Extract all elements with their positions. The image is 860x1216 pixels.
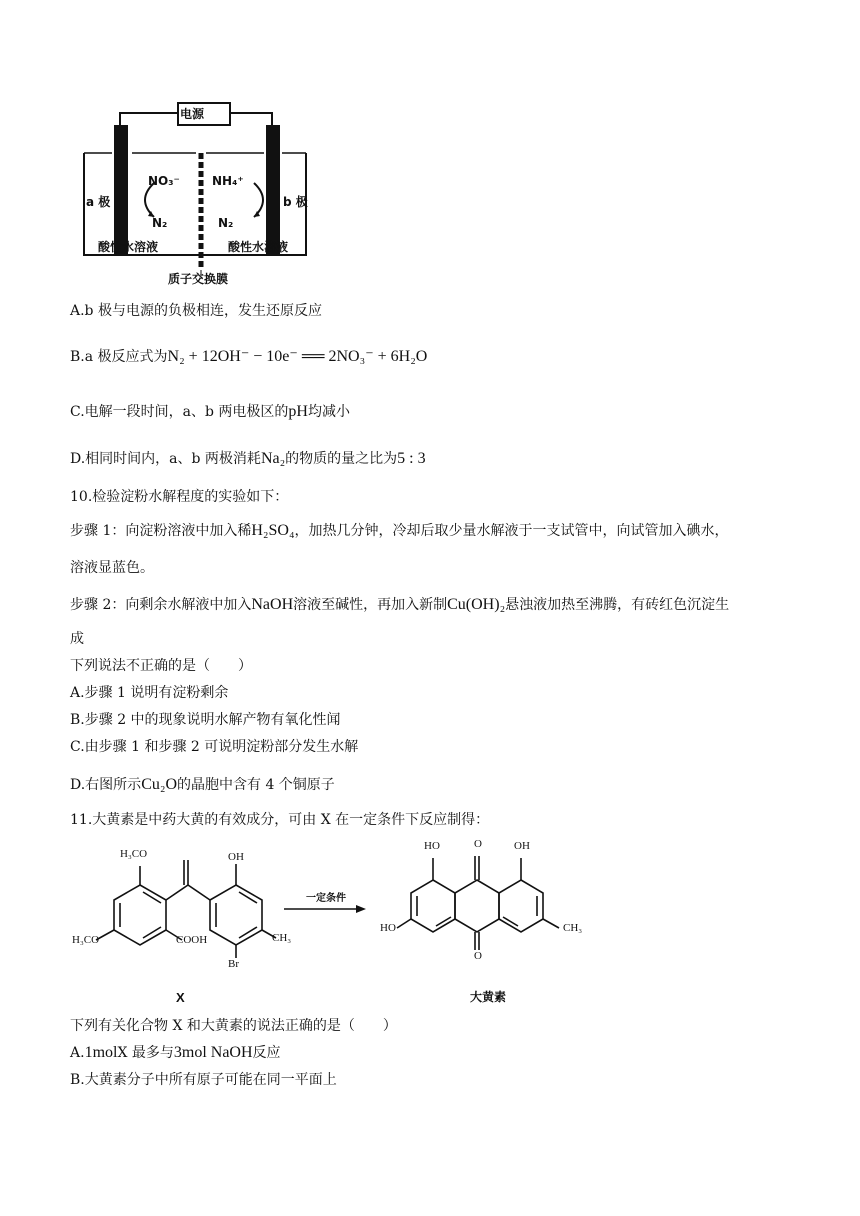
electrode-a-label: a 极 <box>86 195 111 209</box>
q10-stem: 10.检验淀粉水解程度的实验如下： <box>70 489 289 505</box>
electrode-b <box>266 125 280 255</box>
q10-step1-b: ，加热几分钟，冷却后取少量水解液于一支试管中，向试管加入碘水， <box>294 523 729 539</box>
q10-option-b: B.步骤 2 中的现象说明水解产物有氧化性闻 <box>70 712 341 728</box>
electrode-a <box>114 125 128 255</box>
q9-option-a-text: A.b 极与电源的负极相连，发生还原反应 <box>70 303 322 319</box>
membrane-label: 质子交换膜 <box>168 272 229 286</box>
q10-step1-line1 <box>70 521 729 541</box>
q10-step2-b: 溶液至碱性，再加入新制 <box>293 597 448 613</box>
right-species-bottom: N₂ <box>218 216 234 230</box>
q10-step2-base: NaOH <box>251 596 294 613</box>
q9-option-b-formula: N₂ + 12OH⁻ − 10e⁻ ══ 2NO₃⁻ + 6H₂O <box>167 348 428 365</box>
compound-x-structure <box>70 840 310 1010</box>
right-species-top: NH₄⁺ <box>212 174 244 188</box>
q10-step1-acid: H₂SO₄ <box>251 522 295 539</box>
q10-step2-c: 悬浊液加热至沸腾，有砖红色沉淀生 <box>505 597 730 613</box>
left-species-bottom: N₂ <box>152 216 168 230</box>
q10-option-d-prefix: D.右图所示 <box>70 777 142 793</box>
q9-option-d-suffix: 的物质的量之比为 <box>285 451 398 467</box>
x-hydroxyl: OH <box>228 851 244 863</box>
q10-option-a: A.步骤 1 说明有淀粉剩余 <box>70 685 229 701</box>
power-label: 电源 <box>180 107 205 121</box>
electrode-b-label: b 极 <box>283 195 308 209</box>
q10-step2-line2: 成 <box>70 631 84 647</box>
q10-step2-a: 步骤 2：向剩余水解液中加入 <box>70 597 252 613</box>
q10-step2-reagent: Cu(OH)₂ <box>447 596 506 613</box>
x-carboxyl: COOH <box>176 934 208 946</box>
q9-option-d-prefix: D.相同时间内，a、b 两极消耗 <box>70 451 261 467</box>
q11-question: 下列有关化合物 X 和大黄素的说法正确的是（ ） <box>70 1018 397 1034</box>
q11-option-a-mid: X 最多与 <box>117 1045 174 1061</box>
q11-option-a-prefix: A. <box>70 1045 85 1061</box>
left-solution-label: 酸性水溶液 <box>98 240 159 254</box>
q10-option-c: C.由步骤 1 和步骤 2 可说明淀粉部分发生水解 <box>70 739 359 755</box>
q10-option-d-suffix: 的晶胞中含有 4 个铜原子 <box>177 777 335 793</box>
emodin-oh-top-right: OH <box>514 840 530 852</box>
q11-stem: 11.大黄素是中药大黄的有效成分，可由 X 在一定条件下反应制得： <box>70 812 490 828</box>
q10-option-d <box>70 775 335 795</box>
q9-option-a <box>70 301 322 321</box>
compound-x-label: X <box>176 990 185 1005</box>
x-methyl: CH₃ <box>272 932 292 944</box>
x-bromo: Br <box>228 958 239 970</box>
q11-option-a-suffix: 反应 <box>252 1045 281 1061</box>
x-top-methoxy: H₃CO <box>120 848 148 860</box>
q10-option-d-species: Cu₂O <box>141 776 177 793</box>
right-solution-label: 酸性水溶液 <box>228 240 289 254</box>
q9-option-d <box>70 449 426 469</box>
q11-option-a-amount: 1mol <box>84 1044 118 1061</box>
q10-step1-a: 步骤 1：向淀粉溶液中加入稀 <box>70 523 252 539</box>
emodin-methyl: CH₃ <box>563 922 583 934</box>
q9-option-c <box>70 402 350 422</box>
emodin-structure <box>375 840 605 970</box>
emodin-ho-left: HO <box>380 922 396 934</box>
q11-option-b: B.大黄素分子中所有原子可能在同一平面上 <box>70 1072 337 1088</box>
q9-option-c-prefix: C.电解一段时间，a、b 两电极区的 <box>70 404 289 420</box>
q9-option-d-ratio: 5 : 3 <box>397 450 426 467</box>
q10-question: 下列说法不正确的是（ ） <box>70 658 252 674</box>
emodin-o-bottom: O <box>474 950 482 962</box>
left-species-top: NO₃⁻ <box>148 174 180 188</box>
x-bottom-methoxy: H₃CO <box>72 934 100 946</box>
q9-option-b <box>70 347 427 367</box>
reaction-condition: 一定条件 <box>306 893 346 904</box>
q9-option-c-ph: pH <box>288 403 308 420</box>
q11-option-a-naoh: 3mol NaOH <box>173 1044 253 1061</box>
q9-option-b-prefix: B.a 极反应式为 <box>70 349 168 365</box>
q10-step1-line2: 溶液显蓝色。 <box>70 560 154 576</box>
q11-option-a <box>70 1043 281 1063</box>
q9-option-d-species: Na₂ <box>260 450 286 467</box>
emodin-ho-top-left: HO <box>424 840 440 852</box>
emodin-o-top: O <box>474 838 482 850</box>
emodin-label: 大黄素 <box>470 990 507 1004</box>
q10-step2-line1 <box>70 595 729 615</box>
q9-option-c-suffix: 均减小 <box>307 404 350 420</box>
